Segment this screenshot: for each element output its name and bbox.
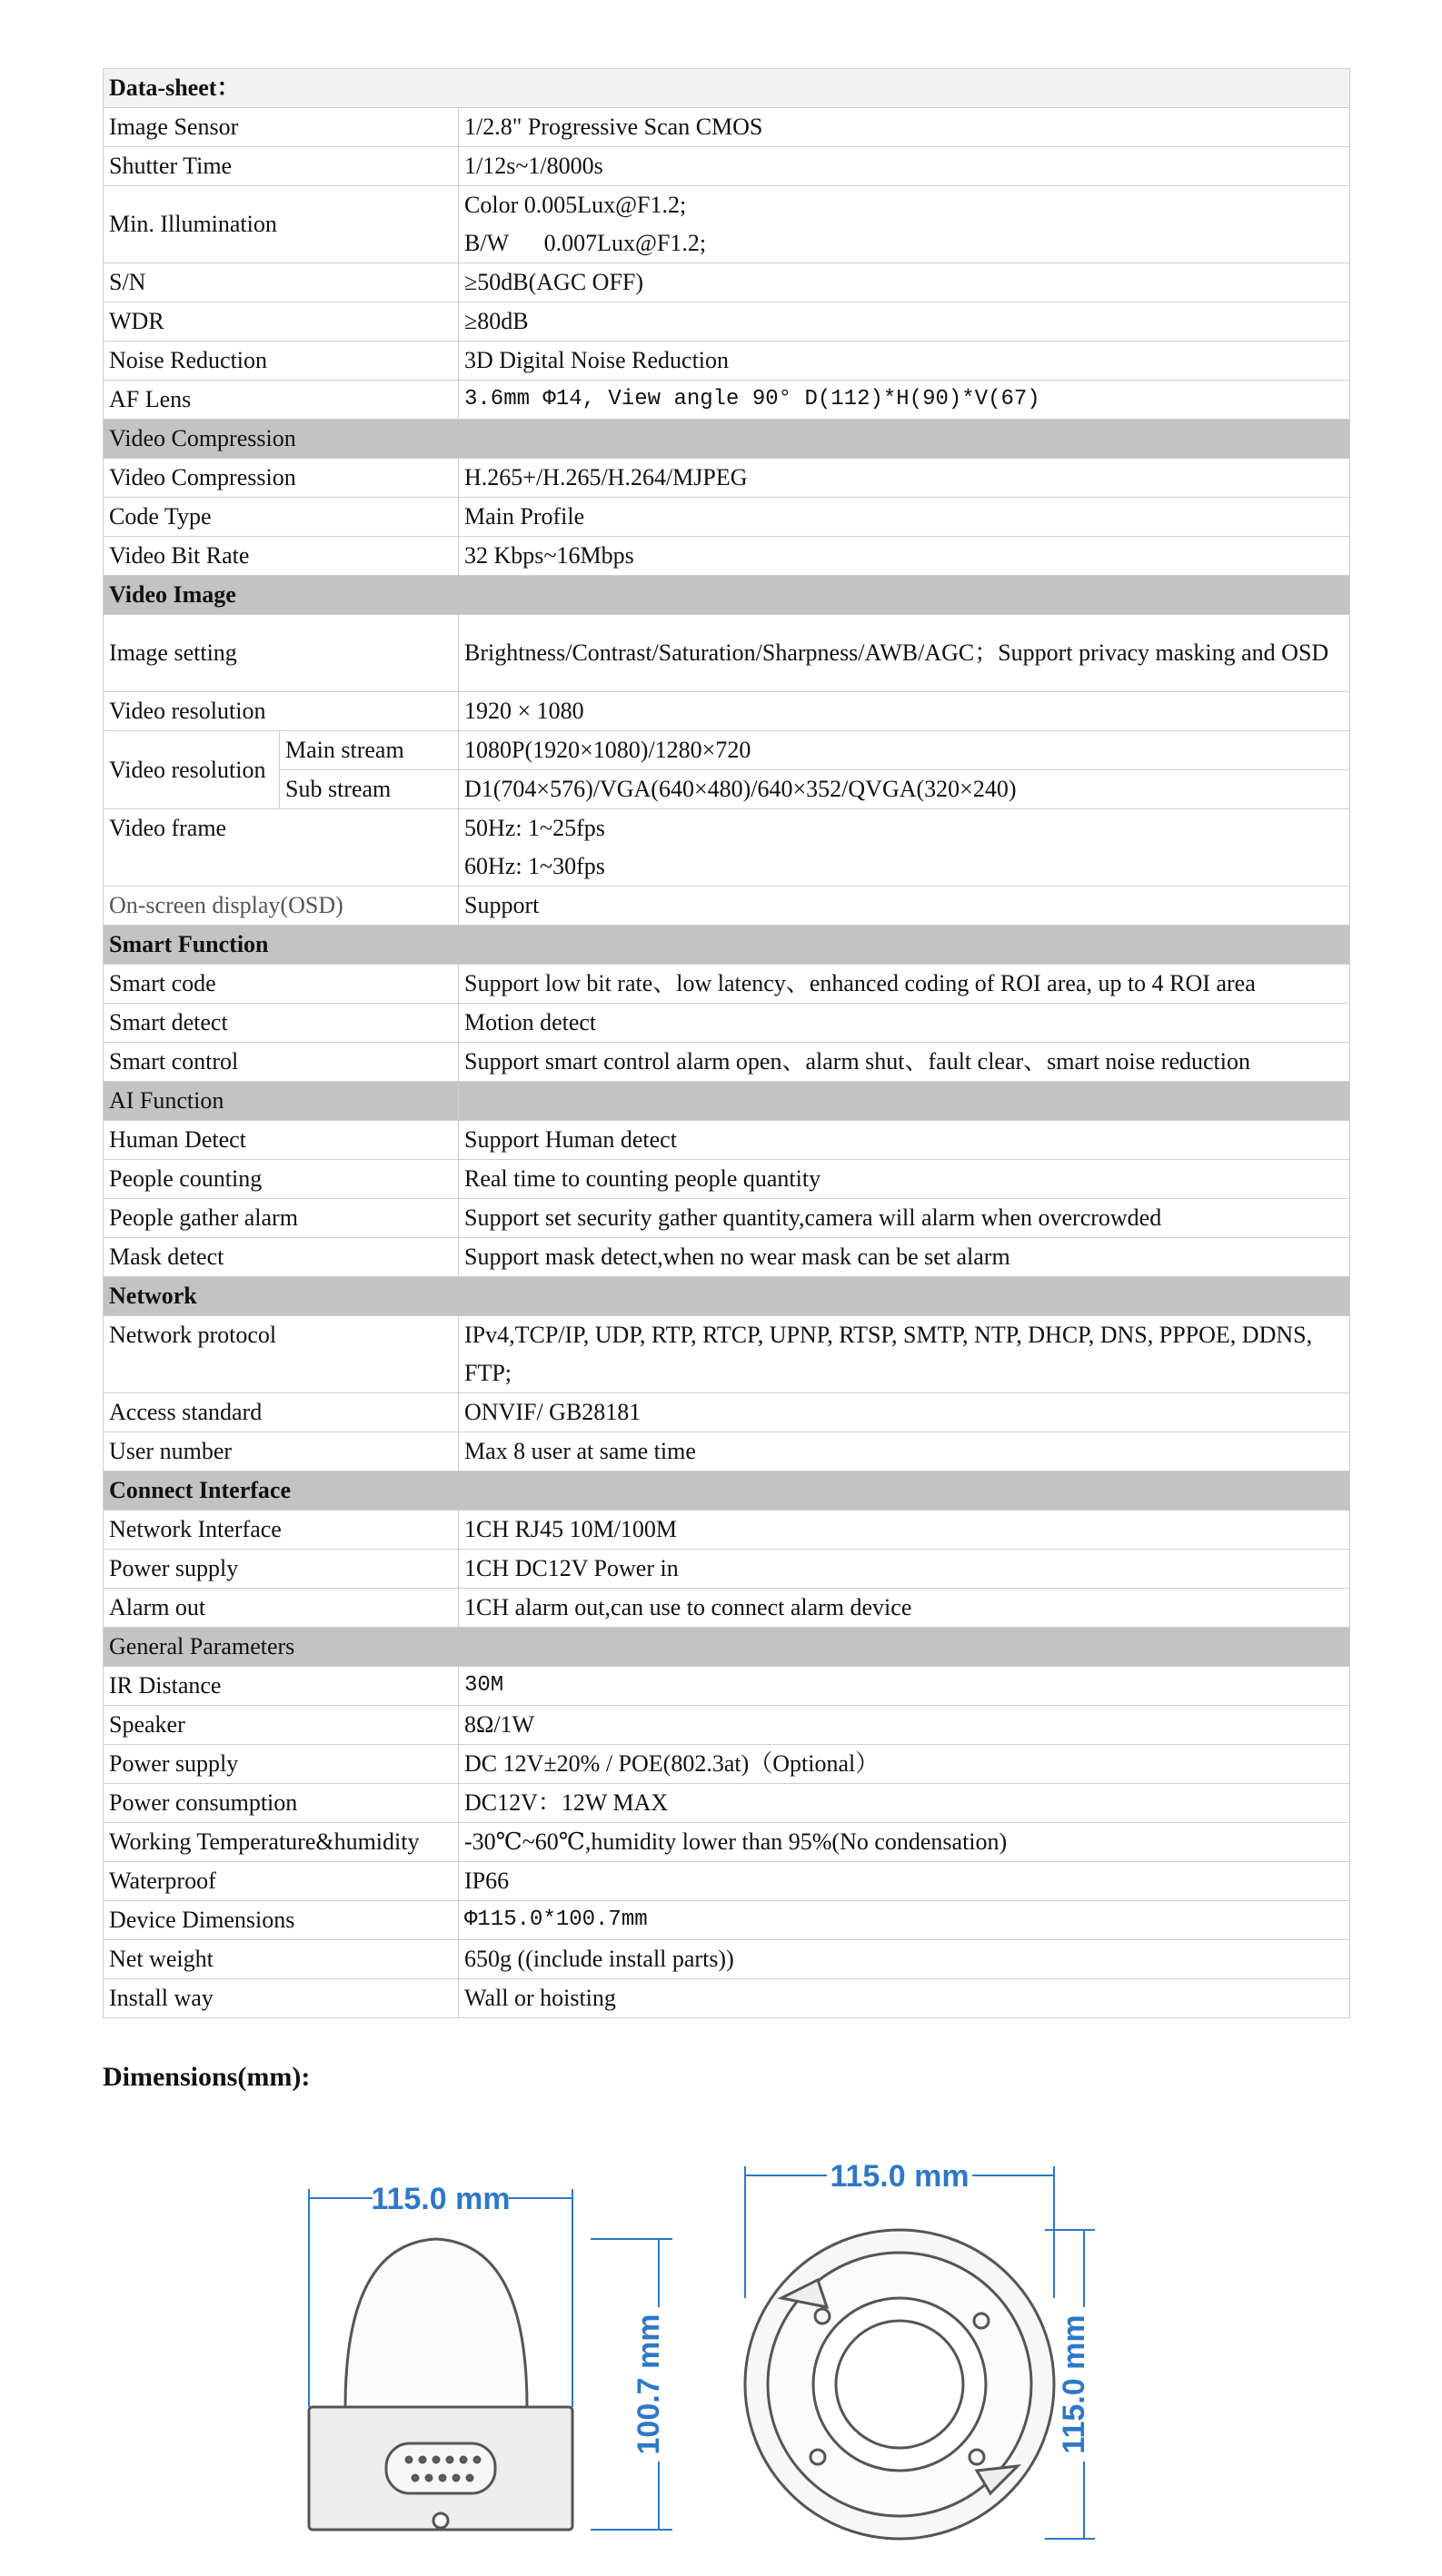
section-title: General Parameters [104, 1628, 1350, 1667]
row-value: -30℃~60℃,humidity lower than 95%(No condensation) [459, 1823, 1350, 1862]
row-value: 32 Kbps~16Mbps [459, 537, 1350, 576]
table-row [104, 965, 1350, 1004]
table-row [104, 731, 1350, 770]
table-row [104, 692, 1350, 731]
table-row [104, 537, 1350, 576]
row-value: Support mask detect,when no wear mask can be set alarm [459, 1238, 1350, 1277]
table-row [104, 147, 1350, 186]
row-value: 30M [459, 1667, 1350, 1706]
row-label: Waterproof [104, 1862, 459, 1901]
row-value: Support Human detect [459, 1121, 1350, 1160]
row-label: People counting [104, 1160, 459, 1199]
row-label: Video frame [104, 809, 459, 887]
table-row [104, 1940, 1350, 1979]
table-row [104, 1121, 1350, 1160]
section-title: Video Compression [104, 420, 1350, 459]
table-row [104, 1199, 1350, 1238]
row-label: Human Detect [104, 1121, 459, 1160]
table-row [104, 263, 1350, 302]
section-title: Connect Interface [104, 1471, 1350, 1511]
side-height-label: 100.7 mm [631, 2313, 666, 2455]
row-label: Power supply [104, 1745, 459, 1784]
table-row [104, 1667, 1350, 1706]
row-value: 1080P(1920×1080)/1280×720 [459, 731, 1350, 770]
value-line: 60Hz: 1~30fps [464, 853, 605, 879]
row-value: 1CH RJ45 10M/100M [459, 1511, 1350, 1550]
row-value: D1(704×576)/VGA(640×480)/640×352/QVGA(320×240) [459, 770, 1350, 809]
row-label: Power supply [104, 1550, 459, 1589]
row-label: Device Dimensions [104, 1901, 459, 1940]
dimension-drawings [273, 2153, 1127, 2543]
row-label: Mask detect [104, 1238, 459, 1277]
row-value: IP66 [459, 1862, 1350, 1901]
table-row [104, 498, 1350, 537]
row-label: Network Interface [104, 1511, 459, 1550]
row-value: Motion detect [459, 1004, 1350, 1043]
row-label: Alarm out [104, 1589, 459, 1628]
row-value: Support set security gather quantity,camera will alarm when overcrowded [459, 1199, 1350, 1238]
row-label: Net weight [104, 1940, 459, 1979]
row-sublabel: Sub stream [280, 770, 459, 809]
table-row [104, 459, 1350, 498]
datasheet-table [103, 68, 1350, 2018]
table-row [104, 342, 1350, 381]
bottom-width-label: 115.0 mm [830, 2159, 970, 2194]
bottom-height-label: 115.0 mm [1057, 2314, 1091, 2454]
row-value: 8Ω/1W [459, 1706, 1350, 1745]
row-label: Working Temperature&humidity [104, 1823, 459, 1862]
row-label: Code Type [104, 498, 459, 537]
row-value: Main Profile [459, 498, 1350, 537]
table-row [104, 1316, 1350, 1393]
row-label: Install way [104, 1979, 459, 2018]
section-row [104, 926, 1350, 965]
section-title: Network [104, 1277, 1350, 1316]
row-value [459, 186, 1350, 263]
table-row [104, 1862, 1350, 1901]
table-row [104, 1784, 1350, 1823]
row-label: Smart control [104, 1043, 459, 1082]
row-value: 1/12s~1/8000s [459, 147, 1350, 186]
row-label: On-screen display(OSD) [104, 887, 459, 926]
row-label: Image setting [104, 615, 459, 692]
value-line: 50Hz: 1~25fps [464, 815, 605, 841]
row-value: Brightness/Contrast/Saturation/Sharpness/AWB/AGC；Support privacy masking and OSD [459, 615, 1350, 692]
section-row [104, 1277, 1350, 1316]
table-row [104, 1004, 1350, 1043]
row-value: 3D Digital Noise Reduction [459, 342, 1350, 381]
row-value: DC 12V±20% / POE(802.3at)（Optional） [459, 1745, 1350, 1784]
row-label: AF Lens [104, 381, 459, 420]
section-row [104, 1082, 1350, 1121]
row-value: Wall or hoisting [459, 1979, 1350, 2018]
row-value: Φ115.0*100.7mm [459, 1901, 1350, 1940]
section-title: Video Image [104, 576, 1350, 615]
row-value: Support low bit rate、low latency、enhanced coding of ROI area, up to 4 ROI area [459, 965, 1350, 1004]
table-row [104, 1901, 1350, 1940]
table-row [104, 770, 1350, 809]
section-title: Smart Function [104, 926, 1350, 965]
value-line: B/W 0.007Lux@F1.2; [464, 230, 707, 256]
table-row [104, 1238, 1350, 1277]
row-value: 1/2.8" Progressive Scan CMOS [459, 108, 1350, 147]
side-width-label: 115.0 mm [371, 2182, 511, 2216]
row-label: Smart detect [104, 1004, 459, 1043]
table-row [104, 809, 1350, 887]
value-line: Color 0.005Lux@F1.2; [464, 192, 687, 218]
datasheet-title: Data-sheet： [104, 69, 1350, 108]
row-label: Access standard [104, 1393, 459, 1432]
row-value: Max 8 user at same time [459, 1432, 1350, 1471]
row-label: Shutter Time [104, 147, 459, 186]
row-value: 1CH DC12V Power in [459, 1550, 1350, 1589]
row-label: WDR [104, 302, 459, 342]
row-label: Video Bit Rate [104, 537, 459, 576]
row-label: Smart code [104, 965, 459, 1004]
table-row [104, 1432, 1350, 1471]
row-label: Video Compression [104, 459, 459, 498]
table-row [104, 1511, 1350, 1550]
table-row [104, 1706, 1350, 1745]
row-value: ONVIF/ GB28181 [459, 1393, 1350, 1432]
table-row [104, 381, 1350, 420]
row-label: Video resolution [104, 692, 459, 731]
section-row [104, 420, 1350, 459]
table-row [104, 1393, 1350, 1432]
table-row [104, 887, 1350, 926]
datasheet-header-row [104, 69, 1350, 108]
row-label: IR Distance [104, 1667, 459, 1706]
section-row [104, 1628, 1350, 1667]
table-row [104, 1043, 1350, 1082]
row-value: 1CH alarm out,can use to connect alarm device [459, 1589, 1350, 1628]
table-row [104, 1160, 1350, 1199]
row-label: Power consumption [104, 1784, 459, 1823]
row-label: Video resolution [104, 731, 280, 809]
row-label: User number [104, 1432, 459, 1471]
row-value: DC12V：12W MAX [459, 1784, 1350, 1823]
bottom-view-drawing [745, 2230, 1054, 2539]
row-label: Min. Illumination [104, 186, 459, 263]
row-label: Noise Reduction [104, 342, 459, 381]
row-value: Support [459, 887, 1350, 926]
row-value: 650g ((include install parts)) [459, 1940, 1350, 1979]
row-value: ≥50dB(AGC OFF) [459, 263, 1350, 302]
row-label: Network protocol [104, 1316, 459, 1393]
table-row [104, 108, 1350, 147]
table-row [104, 1823, 1350, 1862]
table-row [104, 302, 1350, 342]
row-value: Support smart control alarm open、alarm shut、fault clear、smart noise reduction [459, 1043, 1350, 1082]
section-row [104, 1471, 1350, 1511]
row-label: Image Sensor [104, 108, 459, 147]
row-value: IPv4,TCP/IP, UDP, RTP, RTCP, UPNP, RTSP, SMTP, NTP, DHCP, DNS, PPPOE, DDNS, FTP; [459, 1316, 1350, 1393]
section-row [104, 576, 1350, 615]
row-label: S/N [104, 263, 459, 302]
section-title: AI Function [104, 1082, 459, 1121]
section-blank [459, 1082, 1350, 1121]
table-row [104, 1745, 1350, 1784]
table-row [104, 615, 1350, 692]
dimensions-heading: Dimensions(mm): [103, 2062, 311, 2092]
row-value: 3.6mm Φ14, View angle 90° D(112)*H(90)*V(67) [459, 381, 1350, 420]
row-label: People gather alarm [104, 1199, 459, 1238]
table-row [104, 186, 1350, 263]
side-view-drawing [309, 2239, 572, 2530]
table-row [104, 1979, 1350, 2018]
row-value: ≥80dB [459, 302, 1350, 342]
row-value: H.265+/H.265/H.264/MJPEG [459, 459, 1350, 498]
table-row [104, 1550, 1350, 1589]
table-row [104, 1589, 1350, 1628]
row-sublabel: Main stream [280, 731, 459, 770]
row-value [459, 809, 1350, 887]
row-label: Speaker [104, 1706, 459, 1745]
row-value: 1920 × 1080 [459, 692, 1350, 731]
row-value: Real time to counting people quantity [459, 1160, 1350, 1199]
